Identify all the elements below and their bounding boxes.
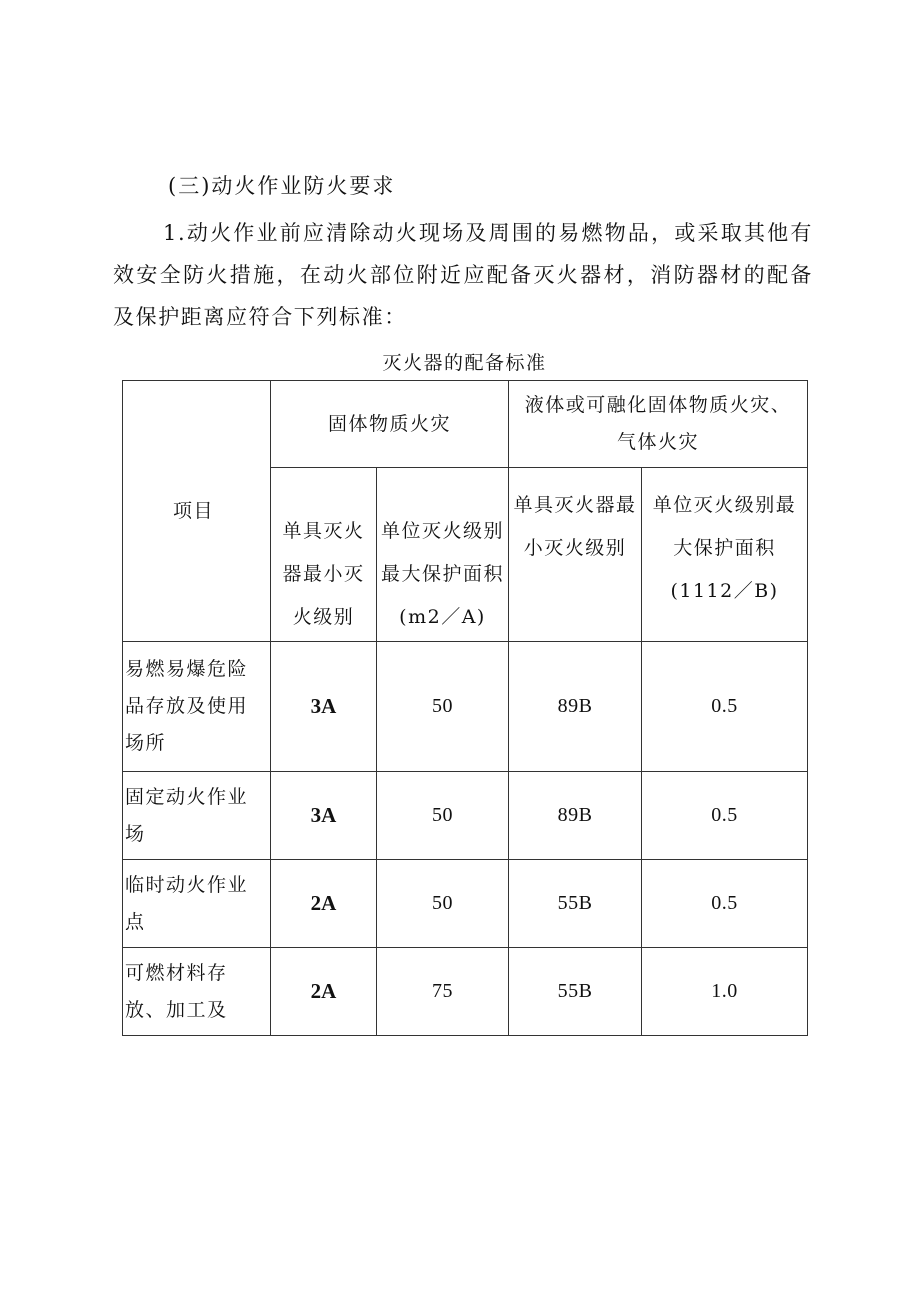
header-liquid-min-grade: 单具灭火器最小灭火级别 — [509, 468, 642, 642]
row-solid-grade: 3A — [271, 772, 377, 860]
row-solid-grade: 2A — [271, 948, 377, 1036]
row-solid-area: 75 — [377, 948, 509, 1036]
table-header-row-1 — [123, 381, 808, 468]
row-item-label: 临时动火作业点 — [123, 860, 271, 948]
row-item-label: 易燃易爆危险品存放及使用场所 — [123, 642, 271, 772]
row-solid-grade: 2A — [271, 860, 377, 948]
row-liquid-area: 0.5 — [642, 772, 808, 860]
header-liquid-max-area: 单位灭火级别最大保护面积(1112／B) — [642, 468, 808, 642]
body-paragraph: 1.动火作业前应清除动火现场及周围的易燃物品，或采取其他有效安全防火措施，在动火部位附近应配备灭火器材，消防器材的配备及保护距离应符合下列标准： — [113, 221, 813, 329]
table-row — [123, 772, 808, 860]
row-solid-grade: 3A — [271, 642, 377, 772]
row-liquid-grade: 55B — [509, 948, 642, 1036]
table-caption: 灭火器的配备标准 — [382, 352, 547, 374]
header-item: 项目 — [123, 381, 271, 642]
row-liquid-area: 0.5 — [642, 642, 808, 772]
table-row — [123, 642, 808, 772]
row-liquid-area: 0.5 — [642, 860, 808, 948]
header-solid-max-area: 单位灭火级别最大保护面积(m2／A) — [377, 468, 509, 642]
header-solid-min-grade: 单具灭火器最小灭火级别 — [271, 468, 377, 642]
row-solid-area: 50 — [377, 642, 509, 772]
header-liquid-gas-fire: 液体或可融化固体物质火灾、气体火灾 — [509, 381, 808, 468]
row-liquid-grade: 55B — [509, 860, 642, 948]
row-liquid-grade: 89B — [509, 772, 642, 860]
row-liquid-area: 1.0 — [642, 948, 808, 1036]
extinguisher-standard-table — [122, 380, 808, 1036]
row-solid-area: 50 — [377, 860, 509, 948]
table-row — [123, 948, 808, 1036]
row-solid-area: 50 — [377, 772, 509, 860]
row-item-label: 固定动火作业场 — [123, 772, 271, 860]
header-solid-fire: 固体物质火灾 — [271, 381, 509, 468]
row-item-label: 可燃材料存放、加工及 — [123, 948, 271, 1036]
row-liquid-grade: 89B — [509, 642, 642, 772]
table-row — [123, 860, 808, 948]
section-heading: (三)动火作业防火要求 — [168, 174, 396, 198]
